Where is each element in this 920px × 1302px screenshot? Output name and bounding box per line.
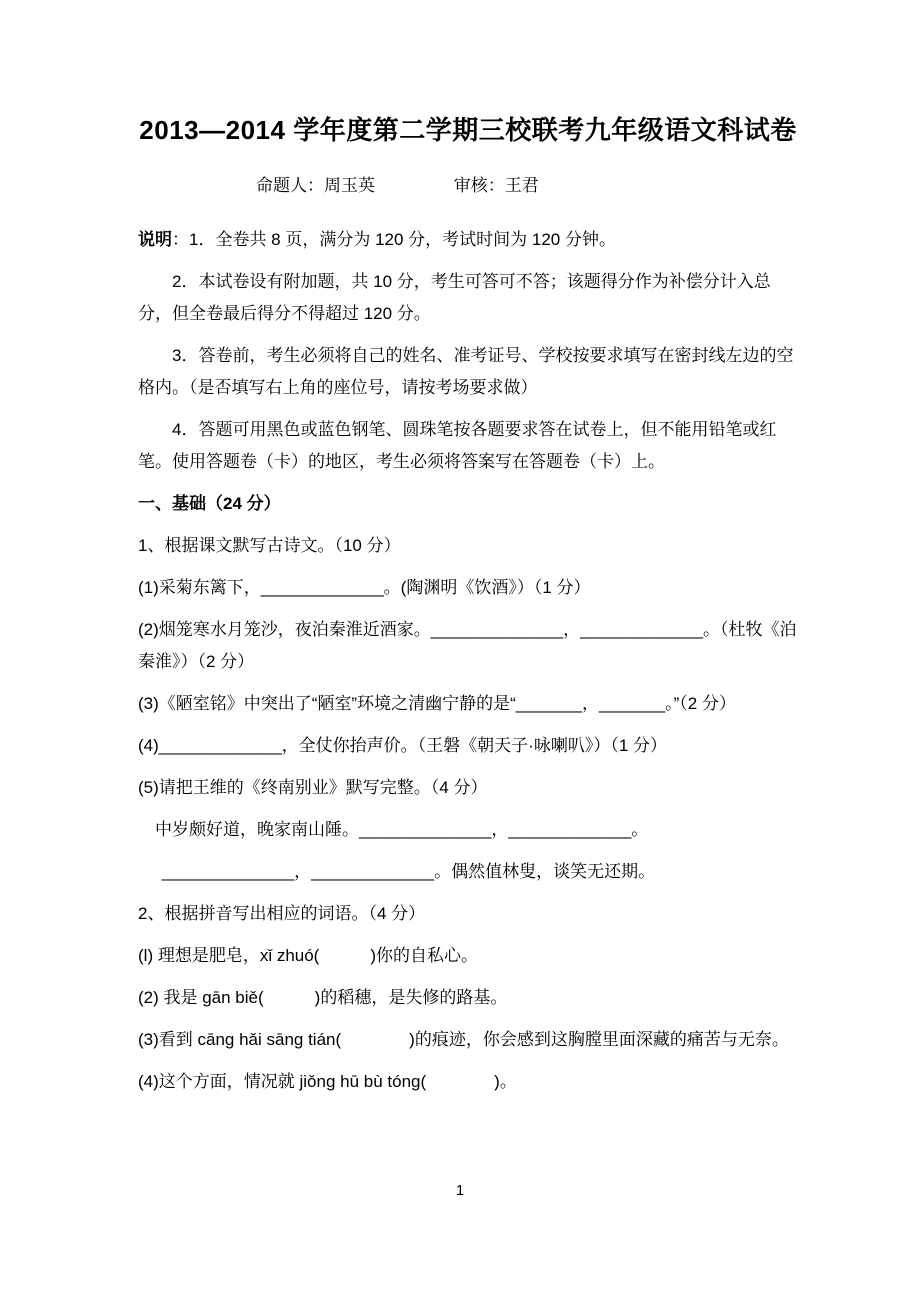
question-1: 1、根据课文默写古诗文。（10 分）: [138, 536, 401, 555]
question-2: 2、根据拼音写出相应的词语。（4 分）: [138, 904, 426, 923]
byline-reviewer: 审核：王君: [453, 176, 539, 195]
byline: [138, 174, 798, 198]
note-3: 3．答卷前，考生必须将自己的姓名、准考证号、学校按要求填写在密封线左边的空格内。（是否填写右上角的座位号，请按考场要求做）: [138, 346, 794, 397]
question-2-1: (l) 理想是肥皂，xǐ zhuó( )你的自私心。: [138, 946, 479, 965]
question-1-5-line1: 中岁颇好道，晚家南山陲。______________，_____________。: [155, 820, 649, 839]
question-1-1: (1)采菊东篱下，_____________。(陶渊明《饮酒》）（1 分）: [138, 578, 591, 597]
document-body: [138, 224, 798, 1098]
note-4: 4．答题可用黑色或蓝色钢笔、圆珠笔按各题要求答在试卷上，但不能用铅笔或红笔。使用答题卷（卡）的地区，考生必须将答案写在答题卷（卡）上。: [138, 420, 777, 471]
byline-author: 命题人：周玉英: [256, 176, 375, 195]
question-1-2: (2)烟笼寒水月笼沙，夜泊秦淮近酒家。______________，_____________。（杜牧《泊秦淮》）（2 分）: [138, 620, 797, 671]
note-2: 2．本试卷设有附加题，共 10 分，考生可答可不答；该题得分作为补偿分计入总分，但全卷最后得分不得超过 120 分。: [138, 272, 771, 323]
question-2-3: (3)看到 cāng hǎi sāng tián( )的痕迹，你会感到这胸膛里面深藏的痛苦与无奈。: [138, 1030, 789, 1049]
section-1-heading: 一、基础（24 分）: [138, 494, 281, 513]
question-1-5-line2: ______________，_____________。偶然值林叟，谈笑无还期。: [161, 862, 656, 881]
page-number: 1: [455, 1182, 465, 1199]
question-1-4: (4)_____________，全仗你抬声价。（王磐《朝天子·咏喇叭》）（1 分）: [138, 736, 668, 755]
question-2-4: (4)这个方面，情况就 jiǒng hū bù tóng( )。: [138, 1072, 517, 1091]
question-2-2: (2) 我是 gān biě( )的稻穗，是失修的路基。: [138, 988, 508, 1007]
question-1-5: (5)请把王维的《终南别业》默写完整。（4 分）: [138, 778, 488, 797]
notes-intro: 说明：1．全卷共 8 页，满分为 120 分，考试时间为 120 分钟。: [138, 230, 616, 249]
page-title: 2013—2014 学年度第二学期三校联考九年级语文科试卷: [139, 115, 797, 145]
question-1-3: (3)《陋室铭》中突出了“陋室”环境之清幽宁静的是“_______，_______。”（2 分）: [138, 694, 736, 713]
